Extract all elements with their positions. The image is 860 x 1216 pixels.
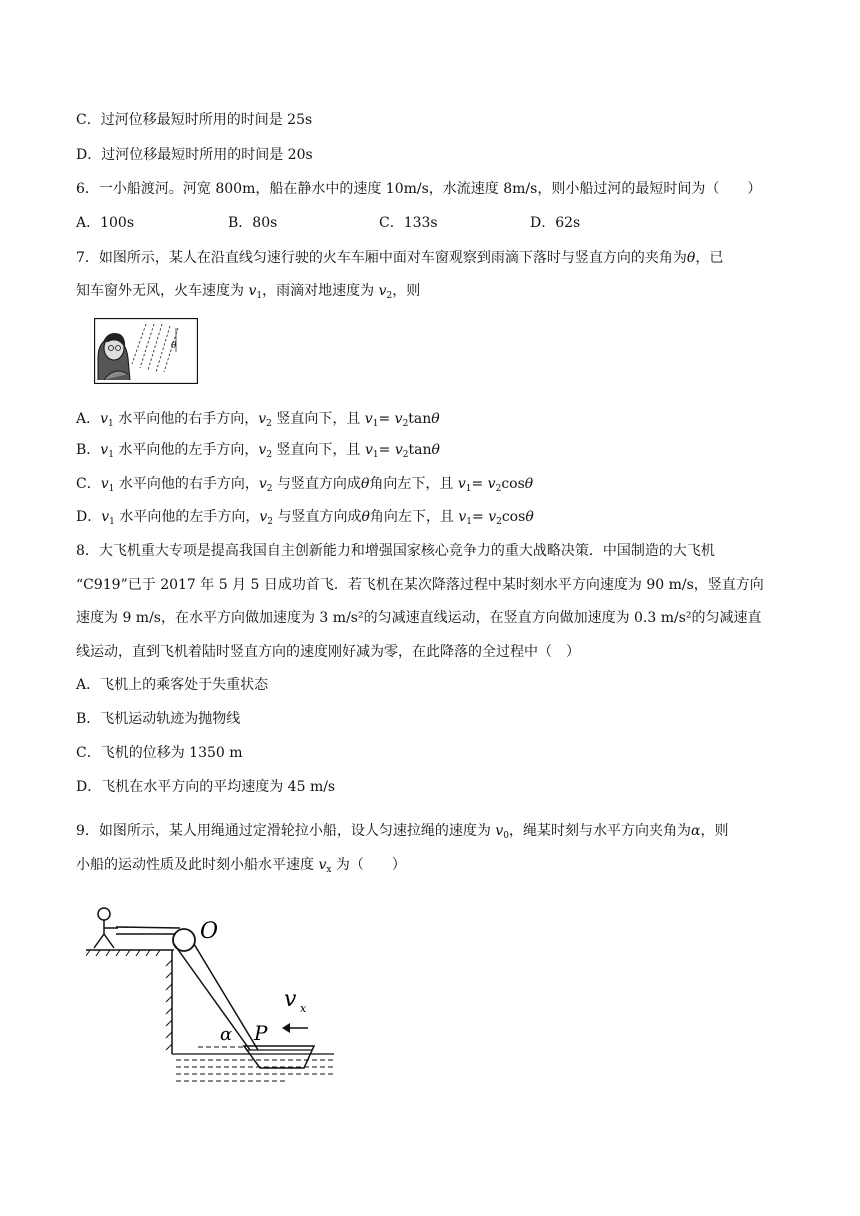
velocity-subscript-x: x <box>300 1002 307 1015</box>
q6-option-d: D．62s <box>530 215 581 231</box>
q6-stem: 6．一小船渡河。河宽 800m，船在静水中的速度 10m/s，水流速度 8m/s，则小船过河的最短时间为（ ） <box>76 181 762 197</box>
boat-label-p: P <box>254 1021 268 1045</box>
q7-option-d: D．$v_1$ 水平向他的左手方向，$v_2$ 与竖直方向成θ角向左下，且 $v_1= v_2\cos\theta$ <box>76 509 534 527</box>
theta-label: θ <box>171 341 177 351</box>
q8-stem-line1: 8．大飞机重大专项是提高我国自主创新能力和增强国家核心竞争力的重大战略决策．中国制造的大飞机 <box>76 543 715 559</box>
q7-option-a: A．$v_1$ 水平向他的右手方向，$v_2$ 竖直向下，且 $v_1= v_2\tan\theta$ <box>76 411 440 429</box>
q5-option-d: D．过河位移最短时所用的时间是 20s <box>76 147 313 163</box>
q9-stem-line1: 9．如图所示，某人用绳通过定滑轮拉小船，设人匀速拉绳的速度为 $v_0$，绳某时刻与水平方向夹角为α，则 <box>76 823 729 841</box>
q9-stem-line2: 小船的运动性质及此时刻小船水平速度 $v_x$ 为（ ） <box>76 857 406 875</box>
q7-stem-line1: 7．如图所示，某人在沿直线匀速行驶的火车车厢中面对车窗观察到雨滴下落时与竖直方向的夹角为θ，已 <box>76 250 724 266</box>
pulley-boat-figure <box>86 900 340 1090</box>
q8-stem-line2: “C919”已于 2017 年 5 月 5 日成功首飞．若飞机在某次降落过程中某时刻水平方向速度为 90 m/s，竖直方向 <box>76 577 764 593</box>
angle-label-alpha: α <box>220 1024 233 1045</box>
q6-option-a: A．100s <box>76 215 135 231</box>
pulley-label-o: O <box>200 919 219 944</box>
q8-stem-line4: 线运动，直到飞机着陆时竖直方向的速度刚好减为零，在此降落的全过程中（ ） <box>76 644 580 660</box>
q6-option-b: B．80s <box>228 215 278 231</box>
velocity-label-v: v <box>284 987 297 1012</box>
q5-option-c: C．过河位移最短时所用的时间是 25s <box>76 112 313 128</box>
q7-option-c: C．$v_1$ 水平向他的右手方向，$v_2$ 与竖直方向成θ角向左下，且 $v_1= v_2\cos\theta$ <box>76 476 534 494</box>
q8-option-d: D．飞机在水平方向的平均速度为 45 m/s <box>76 779 336 795</box>
q8-option-b: B．飞机运动轨迹为抛物线 <box>76 711 241 727</box>
q8-option-a: A．飞机上的乘客处于失重状态 <box>76 677 269 693</box>
q7-stem-line2: 知车窗外无风，火车速度为 $v_1$，雨滴对地速度为 $v_2$，则 <box>76 283 421 301</box>
rain-window-figure <box>94 318 198 384</box>
q7-option-b: B．$v_1$ 水平向他的左手方向，$v_2$ 竖直向下，且 $v_1= v_2\tan\theta$ <box>76 442 440 460</box>
q8-option-c: C．飞机的位移为 1350 m <box>76 745 243 761</box>
q6-option-c: C．133s <box>379 215 438 231</box>
q8-stem-line3: 速度为 9 m/s，在水平方向做加速度为 3 m/s²的匀减速直线运动，在竖直方向做加速度为 0.3 m/s²的匀减速直 <box>76 610 762 626</box>
